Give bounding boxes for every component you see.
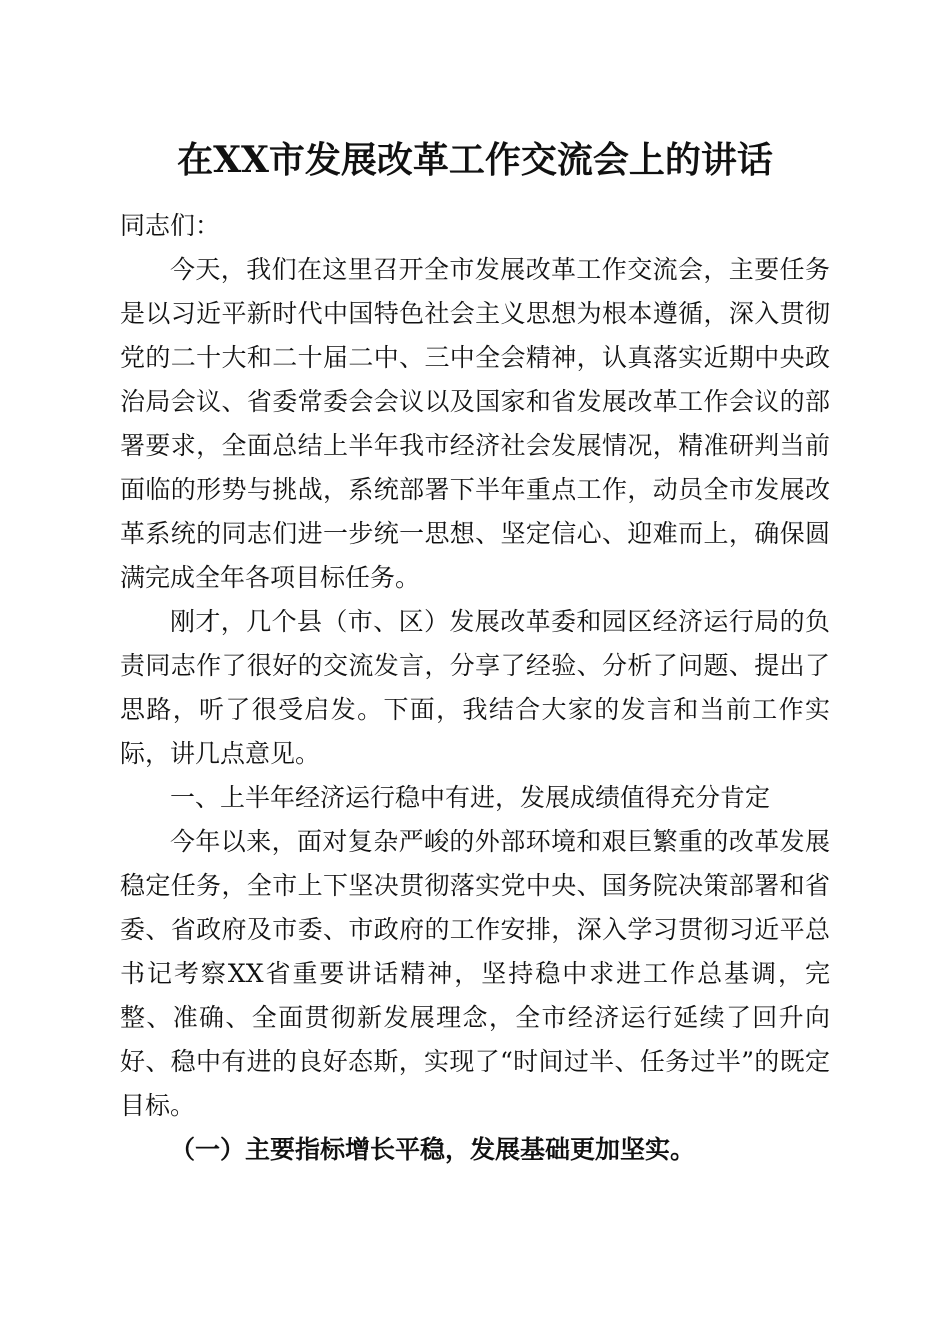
section-heading: 一、上半年经济运行稳中有进，发展成绩值得充分肯定 <box>170 783 771 812</box>
paragraph-transition: 刚才，几个县（市、区）发展改革委和园区经济运行局的负责同志作了很好的交流发言，分享了经验、分析了问题、提出了思路，听了很受启发。下面，我结合大家的发言和当前工作实际，讲几点意见。 <box>120 607 830 768</box>
salutation: 同志们： <box>120 211 221 240</box>
paragraph-opening: 今天，我们在这里召开全市发展改革工作交流会，主要任务是以习近平新时代中国特色社会主义思想为根本遵循，深入贯彻党的二十大和二十届二中、三中全会精神，认真落实近期中央政治局会议、省委常委会会议以及国家和省发展改革工作会议的部署要求，全面总结上半年我市经济社会发展情况，精准研判当前面临的形势与挑战，系统部署下半年重点工作，动员全市发展改革系统的同志们进一步统一思想、坚定信心、迎难而上，确保圆满完成全年各项目标任务。 <box>120 255 830 592</box>
subsection-heading: （一）主要指标增长平稳，发展基础更加坚实。 <box>170 1135 696 1164</box>
document-title: 在XX市发展改革工作交流会上的讲话 <box>177 139 773 181</box>
section-paragraph: 今年以来，面对复杂严峻的外部环境和艰巨繁重的改革发展稳定任务，全市上下坚决贯彻落实党中央、国务院决策部署和省委、省政府及市委、市政府的工作安排，深入学习贯彻习近平总书记考察XX省重要讲话精神，坚持稳中求进工作总基调，完整、准确、全面贯彻新发展理念，全市经济运行延续了回升向好、稳中有进的良好态斯，实现了“时间过半、任务过半”的既定目标。 <box>120 827 830 1120</box>
document-body <box>120 204 830 1172</box>
